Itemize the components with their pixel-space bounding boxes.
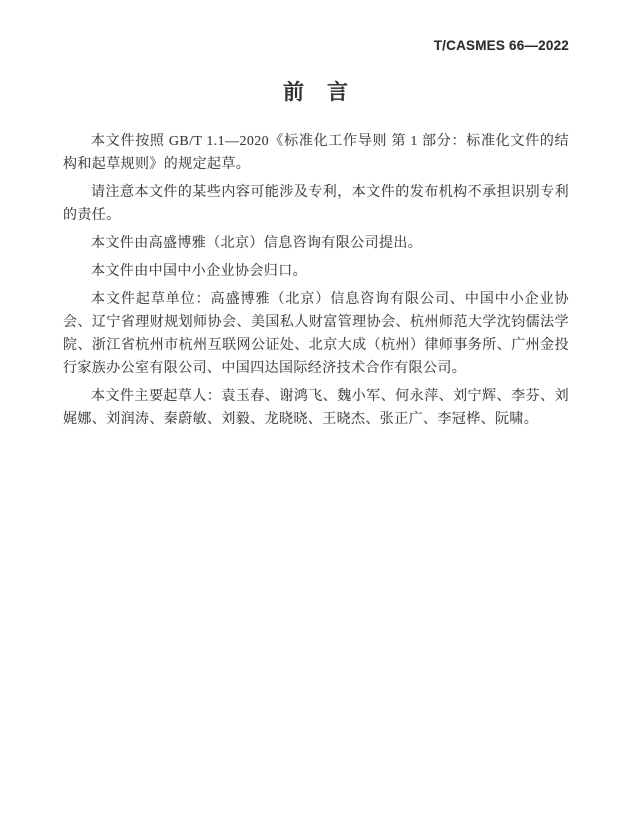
standard-code: T/CASMES 66—2022	[433, 38, 569, 53]
paragraph-main-drafters: 本文件主要起草人：袁玉春、谢鸿飞、魏小军、何永萍、刘宁辉、李芬、刘娓娜、刘润涛、秦蔚敏、刘毅、龙晓晓、王晓杰、张正广、李冠桦、阮啸。	[63, 389, 569, 427]
paragraph-centralized-by: 本文件由中国中小企业协会归口。	[91, 264, 307, 279]
paragraph-patent-notice: 请注意本文件的某些内容可能涉及专利，本文件的发布机构不承担识别专利的责任。	[63, 185, 569, 223]
paragraph-drafting-basis: 本文件按照 GB/T 1.1—2020《标准化工作导则 第 1 部分：标准化文件的结构和起草规则》的规定起草。	[63, 134, 569, 172]
paragraph-drafting-organizations: 本文件起草单位：高盛博雅（北京）信息咨询有限公司、中国中小企业协会、辽宁省理财规划师协会、美国私人财富管理协会、杭州师范大学沈钧儒法学院、浙江省杭州市杭州互联网公证处、北京大成（杭州）律师事务所、广州金投行家族办公室有限公司、中国四达国际经济技术合作有限公司。	[63, 292, 569, 376]
paragraph-proposer: 本文件由高盛博雅（北京）信息咨询有限公司提出。	[91, 236, 423, 251]
page-title: 前 言	[283, 81, 349, 104]
document-body	[63, 130, 569, 431]
